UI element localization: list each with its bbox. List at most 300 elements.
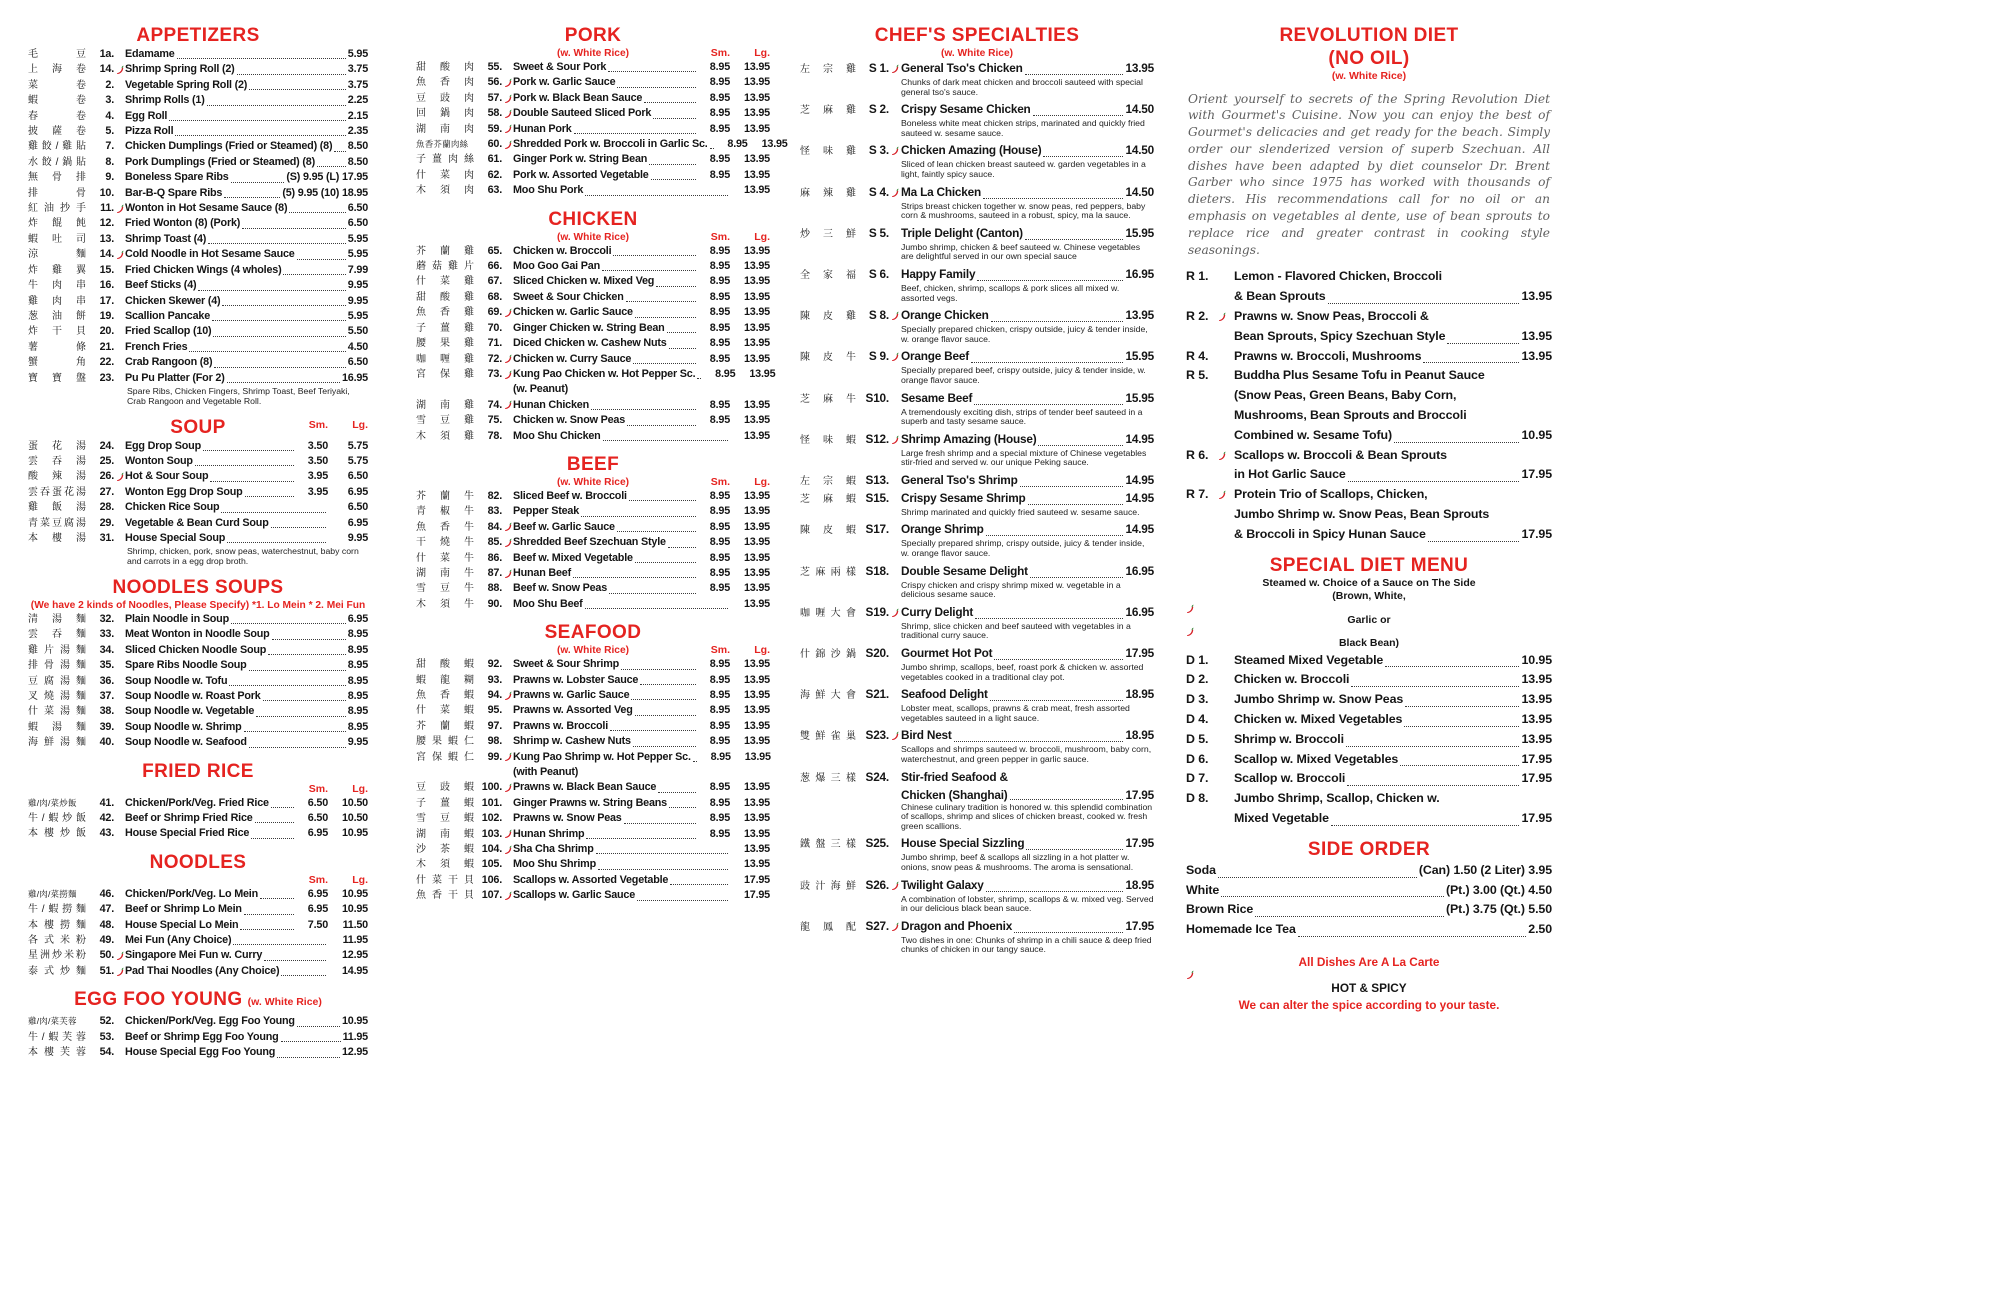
menu-item	[416, 91, 770, 106]
item-name: Moo Shu Shrimp	[513, 858, 596, 871]
item-name: General Tso's Shrimp	[901, 472, 1018, 487]
dotted-leader	[297, 259, 346, 260]
item-number: S23.	[865, 728, 889, 743]
chinese-name: 蝦 湯 麵	[28, 721, 86, 733]
section-subtitle-text: (Brown, White, Garlic or Black Bean)	[1186, 590, 1552, 649]
item-name: Shrimp w. Broccoli	[1234, 731, 1344, 746]
price-large: 13.95	[743, 735, 770, 748]
item-number: 87.	[487, 566, 502, 579]
dotted-leader	[975, 618, 1123, 619]
menu-item	[416, 581, 770, 596]
chinese-name: 酸 辣 湯	[28, 471, 86, 483]
chinese-name: 星 洲 炒 米 粉	[28, 950, 86, 962]
price-large: 6.50	[347, 501, 368, 514]
item-name: Prawns w. Garlic Sauce	[513, 689, 630, 701]
item-number: 70.	[487, 321, 502, 334]
menu-item-line	[1186, 525, 1552, 545]
item-number: S27.	[865, 918, 889, 933]
menu-item	[28, 516, 368, 531]
item-name: Wonton Soup	[125, 454, 193, 467]
item-description: Lobster meat, scallops, prawns & crab meat, fresh assorted vegetables sauteed in a light sauce.	[901, 703, 1130, 723]
item-name: Scallop w. Broccoli	[1234, 771, 1346, 786]
item-description: Sliced of lean chicken breast sauteed w. garden vegetables in a light, faintly spicy sauce.	[901, 159, 1146, 179]
menu-item	[28, 170, 368, 185]
item-number: 106.	[481, 873, 502, 886]
section-seafood	[416, 621, 770, 904]
item-number: 95.	[487, 704, 502, 717]
price-large: 10.50	[341, 812, 368, 825]
price-large: 13.95	[743, 489, 770, 502]
price-large: 13.95	[743, 827, 770, 840]
item-name: Ginger Chicken w. String Bean	[513, 321, 665, 334]
price: 10.95	[341, 1015, 368, 1028]
price: 13.95	[1521, 328, 1552, 343]
item-note-text: (with Peanut)	[513, 766, 579, 779]
dotted-leader	[277, 1057, 340, 1058]
menu-item	[28, 796, 368, 811]
price-small: 8.95	[709, 275, 730, 288]
price-small: 6.50	[307, 812, 328, 825]
item-number: D 4.	[1186, 712, 1209, 727]
price: 8.95	[347, 720, 368, 733]
dotted-leader	[596, 853, 728, 854]
dotted-leader	[1221, 896, 1444, 897]
menu-item	[800, 563, 1154, 581]
price-large: 13.95	[743, 520, 770, 533]
dotted-leader	[669, 348, 696, 349]
chinese-name: 雞 肉 串	[28, 295, 86, 307]
item-name: Bird Nest	[901, 728, 952, 743]
item-number: 60.	[487, 138, 502, 151]
dotted-leader	[585, 195, 728, 196]
menu-item	[800, 918, 1154, 936]
price-large: 13.95	[743, 843, 770, 856]
item-number: 92.	[487, 658, 502, 671]
section-egg-foo-young	[28, 988, 368, 1060]
menu-item	[1186, 690, 1552, 710]
spicy-slot	[889, 922, 901, 932]
dotted-leader	[1423, 362, 1519, 363]
chinese-name: 腰 果 雞	[416, 338, 474, 350]
menu-item	[28, 964, 368, 979]
item-name: Chicken Dumplings (Fried or Steamed) (8)	[125, 140, 333, 153]
price-small: 6.95	[307, 827, 328, 840]
price: 5.50	[347, 325, 368, 338]
menu-item	[28, 704, 368, 719]
menu-item	[28, 658, 368, 673]
section-title	[416, 621, 770, 644]
dotted-leader	[974, 404, 1123, 405]
item-name: Pork Dumplings (Fried or Steamed) (8)	[125, 155, 315, 168]
dotted-leader	[1347, 785, 1519, 786]
item-name: Bar-B-Q Spare Ribs	[125, 186, 223, 199]
menu-item-line	[1186, 465, 1552, 485]
item-name: Fried Wonton (8) (Pork)	[125, 217, 241, 230]
price: 9.95	[347, 294, 368, 307]
item-name: Soup Noodle w. Tofu	[125, 674, 228, 687]
dotted-leader	[651, 179, 696, 180]
item-number: D 8.	[1186, 791, 1209, 806]
chinese-name: 魚 香 芥 蘭 肉 絲	[416, 139, 469, 150]
item-number: 24.	[99, 439, 114, 452]
item-number: 50.	[99, 949, 114, 962]
price: 14.50	[1125, 143, 1154, 158]
footer-note: We can alter the spice according to your taste.	[1238, 997, 1500, 1012]
price: 5.95	[347, 309, 368, 322]
menu-item	[28, 643, 368, 658]
item-number: S12.	[865, 431, 889, 446]
dotted-leader	[627, 425, 696, 426]
chinese-name: 雙 鮮 雀 巢	[800, 731, 856, 743]
item-name: Prawns w. Lobster Sauce	[513, 673, 639, 686]
price: 16.95	[1125, 563, 1154, 578]
item-number: 52.	[99, 1015, 114, 1028]
menu-item	[416, 520, 770, 535]
spicy-slot	[502, 308, 513, 318]
dotted-leader	[249, 89, 346, 90]
section-pork	[416, 24, 788, 199]
item-name: Ginger Prawns w. String Beans	[513, 796, 667, 809]
dotted-leader	[263, 700, 346, 701]
menu-item	[800, 431, 1154, 449]
item-number: 22.	[99, 356, 114, 369]
menu-item	[416, 321, 770, 336]
item-name: Edamame	[125, 48, 175, 60]
price-small: 6.95	[307, 887, 328, 900]
dotted-leader	[591, 409, 696, 410]
chinese-name: 子 薑 雞	[416, 322, 474, 334]
section-subtitle	[416, 476, 770, 489]
menu-item	[416, 750, 770, 765]
chinese-name: 本 樓 炒 飯	[28, 828, 86, 840]
chinese-name: 芝 麻 雞	[800, 105, 856, 117]
dotted-leader	[1033, 115, 1124, 116]
dotted-leader	[658, 792, 696, 793]
chinese-name: 各 式 米 粉	[28, 935, 86, 947]
menu-item	[416, 429, 770, 444]
chinese-name: 葱 爆 三 樣	[800, 772, 856, 784]
menu-item-line	[1186, 287, 1552, 307]
item-name: Jumbo Shrimp w. Snow Peas, Bean Sprouts	[1234, 507, 1490, 522]
price: (Pt.) 3.00 (Qt.) 4.50	[1445, 882, 1552, 897]
price-large: 13.95	[743, 244, 770, 257]
chili-icon	[504, 829, 512, 839]
item-description: Specially prepared beef, crispy outside, juicy & tender inside, w. orange flavor sauce.	[901, 365, 1146, 385]
dotted-leader	[271, 527, 326, 528]
chinese-name: 海 鮮 湯 麵	[28, 737, 86, 749]
chinese-name: 春 卷	[28, 110, 86, 122]
price-small: 8.95	[709, 704, 730, 717]
price-large: 13.95	[743, 536, 770, 549]
menu-item	[28, 948, 368, 963]
menu-item	[1186, 347, 1552, 367]
price: 5.95	[347, 48, 368, 60]
item-name: Shrimp Amazing (House)	[901, 431, 1037, 446]
chili-icon	[1218, 490, 1226, 500]
price-large: 13.95	[743, 306, 770, 319]
menu-item	[28, 324, 368, 339]
item-name: House Special Egg Foo Young	[125, 1046, 276, 1059]
section-title	[416, 453, 770, 476]
price-small: 8.95	[715, 367, 736, 380]
chinese-name: 什 錦 沙 鍋	[800, 649, 856, 661]
spicy-slot	[889, 881, 901, 891]
menu-item	[800, 266, 1154, 284]
dotted-leader	[227, 382, 340, 383]
price-small: 8.95	[709, 337, 730, 350]
item-number: 12.	[99, 217, 114, 230]
chili-icon	[504, 891, 512, 901]
price-large: 10.95	[341, 887, 368, 900]
menu-item	[28, 216, 368, 231]
menu-item	[416, 274, 770, 289]
item-number: S19.	[865, 604, 889, 619]
section-title-text: EGG FOO YOUNG	[74, 989, 243, 1011]
chinese-name: 蝦 卷	[28, 95, 86, 107]
spicy-slot	[502, 691, 513, 701]
item-number: 90.	[487, 597, 502, 610]
price-small: 8.95	[709, 153, 730, 166]
item-note	[416, 382, 770, 397]
dotted-leader	[255, 822, 294, 823]
item-number: 8.	[105, 155, 114, 168]
menu-item	[1186, 920, 1552, 940]
menu-item	[1186, 730, 1552, 750]
price-large: 13.95	[743, 658, 770, 671]
spicy-slot	[114, 250, 125, 260]
item-number: 78.	[487, 429, 502, 442]
chinese-name: 咖 喱 大 會	[800, 607, 856, 619]
dotted-leader	[609, 593, 696, 594]
item-name: Combined w. Sesame Tofu)	[1234, 427, 1393, 442]
menu-item	[28, 1014, 368, 1029]
spicy-slot	[502, 400, 513, 410]
section-title-text: PORK	[564, 25, 622, 46]
price-small: 8.95	[709, 352, 730, 365]
item-name: Chicken (Shanghai)	[901, 787, 1008, 802]
item-name: Prawns w. Assorted Veg	[513, 704, 633, 717]
menu-item	[28, 439, 368, 454]
chili-icon	[116, 65, 124, 75]
item-name: Sliced Chicken w. Mixed Veg	[513, 275, 655, 288]
item-name: Buddha Plus Sesame Tofu in Peanut Sauce	[1234, 368, 1485, 383]
chinese-name: 芥 蘭 蝦	[416, 720, 474, 732]
chinese-name: 清 湯 麵	[28, 613, 86, 625]
item-description: Spare Ribs, Chicken Fingers, Shrimp Toast, Beef Teriyaki, Crab Rangoon and Vegetable Roll.	[127, 385, 350, 406]
price-small: 8.95	[709, 827, 730, 840]
item-number: 71.	[487, 337, 502, 350]
dotted-leader	[667, 332, 696, 333]
small-size-label: Sm.	[710, 475, 730, 488]
item-number: S 8.	[868, 308, 889, 323]
dotted-leader	[602, 270, 696, 271]
price: 13.95	[1521, 692, 1552, 707]
spicy-slot	[502, 370, 513, 380]
section-subtitle	[416, 47, 770, 60]
dotted-leader	[656, 286, 696, 287]
item-name: Shrimp w. Cashew Nuts	[513, 735, 631, 748]
chinese-name: 木 須 雞	[416, 430, 474, 442]
chinese-name: 葱 油 餅	[28, 310, 86, 322]
menu-item-line	[1186, 327, 1552, 347]
item-name: Kung Pao Shrimp w. Hot Pepper Sc.	[513, 750, 691, 763]
item-number: 40.	[99, 736, 114, 749]
price: 13.95	[1521, 348, 1552, 363]
dotted-leader	[598, 869, 728, 870]
menu-item	[800, 604, 1154, 622]
item-name: Singapore Mei Fun w. Curry	[125, 949, 263, 962]
chili-icon	[504, 94, 512, 104]
chinese-name: 蝦 吐 司	[28, 233, 86, 245]
diet-intro-paragraph: Orient yourself to secrets of the Spring Revolution Diet with Gourmet's Cuisine. Now you can enjoy the best of Gourmet's delicacies and get ready for the beach. Simply order our slenderized version of superb Szechuan. All dishes have been adapted by diet counselor Dr. Brent Garber who since 1975 has worked with thousands of dieters. His recommendations call for no oil or an emphasis on vegetables al dente, use of bean sprouts to replace rice and greater contrast in cooking style seasonings.	[1188, 91, 1550, 257]
dotted-leader	[971, 362, 1124, 363]
price-large: 13.95	[743, 597, 770, 610]
section-beef	[416, 453, 770, 612]
price-large: 13.95	[743, 290, 770, 303]
price: 16.95	[1125, 266, 1154, 281]
item-number: S18.	[865, 563, 889, 578]
menu-item	[28, 186, 368, 201]
price: 17.95	[1125, 646, 1154, 661]
dotted-leader	[693, 761, 697, 762]
price-large: 6.95	[347, 485, 368, 498]
spicy-slot	[889, 435, 901, 445]
item-name: Bean Sprouts, Spicy Szechuan Style	[1234, 328, 1446, 343]
item-name: Pepper Steak	[513, 505, 580, 518]
dotted-leader	[334, 151, 345, 152]
price: 9.95	[347, 736, 368, 749]
item-name: Jumbo Shrimp w. Snow Peas	[1234, 692, 1404, 707]
price-large: 13.95	[743, 812, 770, 825]
item-number: 94.	[487, 689, 502, 701]
item-name: Soup Noodle w. Vegetable	[125, 705, 255, 718]
item-number: 88.	[487, 582, 502, 595]
dotted-leader	[237, 74, 346, 75]
item-number: 105.	[481, 858, 502, 871]
dotted-leader	[586, 838, 696, 839]
item-number: 53.	[99, 1030, 114, 1043]
price-small: 8.95	[709, 582, 730, 595]
item-name: Hunan Beef	[513, 566, 571, 579]
item-description: Shrimp, slice chicken and beef sauteed with vegetables in a traditional curry sauce.	[901, 620, 1131, 641]
price-small: 8.95	[709, 673, 730, 686]
price-large: 13.95	[743, 122, 770, 135]
item-description: Two dishes in one: Chunks of shrimp in a chili sauce & deep fried chunks of chicken in our tangy sauce.	[901, 934, 1152, 955]
dotted-leader	[231, 182, 285, 183]
menu-item	[800, 348, 1154, 366]
item-name: Prawns w. Black Bean Sauce	[513, 781, 657, 794]
dotted-leader	[213, 336, 345, 337]
item-number: 46.	[99, 887, 114, 900]
dotted-leader	[297, 1026, 340, 1027]
spicy-slot	[114, 65, 125, 75]
item-name: Beef or Shrimp Egg Foo Young	[125, 1030, 279, 1043]
item-name: Shrimp Rolls (1)	[125, 94, 205, 107]
item-number: 16.	[99, 279, 114, 292]
item-number: 83.	[487, 505, 502, 518]
section-title	[28, 851, 368, 874]
item-name: Orange Shrimp	[901, 522, 984, 537]
item-name: Egg Roll	[125, 109, 168, 122]
item-name: Shrimp Spring Roll (2)	[125, 63, 235, 76]
item-name: Sliced Chicken Noodle Soup	[125, 643, 267, 656]
price-size-headers	[296, 783, 368, 796]
large-size-label: Lg.	[352, 782, 368, 795]
item-name: Scallops w. Assorted Vegetable	[513, 873, 669, 886]
menu-item	[1186, 900, 1552, 920]
item-name: Chicken/Pork/Veg. Lo Mein	[125, 887, 258, 900]
section-title-text: SPECIAL DIET MENU	[1269, 554, 1469, 576]
price: 6.50	[347, 202, 368, 215]
price: 10.95	[1521, 652, 1552, 667]
price-small: 3.50	[307, 439, 328, 452]
item-number: S24.	[865, 769, 889, 784]
chinese-name: 涼 麵	[28, 249, 86, 261]
price-small: 8.95	[709, 735, 730, 748]
menu-item	[800, 727, 1154, 745]
price: (Pt.) 3.75 (Qt.) 5.50	[1445, 902, 1552, 917]
menu-item	[1186, 789, 1552, 809]
menu-item-line	[1186, 426, 1552, 446]
chili-icon	[891, 352, 899, 362]
menu-item	[416, 597, 770, 612]
item-number: 63.	[487, 184, 502, 197]
price-small: 8.95	[709, 168, 730, 181]
dotted-leader	[281, 1041, 341, 1042]
menu-item	[1186, 750, 1552, 770]
chinese-name: 蟹 角	[28, 357, 86, 369]
chili-icon	[504, 354, 512, 364]
item-number: 38.	[99, 705, 114, 718]
dotted-leader	[281, 975, 326, 976]
section-appetizers	[28, 24, 368, 407]
item-description: Jumbo shrimp, beef & scallops all sizzling in a hot platter w. onions, snow peas & mushrooms. The aroma is sensational.	[901, 852, 1134, 872]
chili-icon	[116, 250, 124, 260]
item-name: Beef Sticks (4)	[125, 279, 197, 292]
dotted-leader	[1405, 706, 1519, 707]
chinese-name: 雞 片 湯 麵	[28, 644, 86, 656]
chinese-name: 陳 皮 牛	[800, 352, 856, 364]
section-subtitle-text	[197, 875, 200, 886]
item-name: Kung Pao Chicken w. Hot Pepper Sc.	[513, 367, 696, 380]
menu-item	[28, 109, 368, 124]
price-large: 13.95	[743, 505, 770, 518]
dotted-leader	[608, 71, 696, 72]
item-name: White	[1186, 882, 1220, 897]
price: 13.95	[1521, 731, 1552, 746]
chinese-name: 雲 吞 蛋 花 湯	[28, 486, 86, 498]
dotted-leader	[635, 317, 696, 318]
dotted-leader	[1394, 442, 1519, 443]
menu-item	[416, 244, 770, 259]
dotted-leader	[649, 164, 696, 165]
price-small: 8.95	[709, 61, 730, 73]
section-soup	[28, 416, 368, 567]
item-name: Crab Rangoon (8)	[125, 356, 213, 369]
menu-item	[1186, 861, 1552, 881]
dotted-leader	[231, 623, 346, 624]
menu-column-1	[28, 24, 368, 1070]
price-small: 8.95	[709, 536, 730, 549]
chinese-name: 湖 南 肉	[416, 123, 474, 135]
dotted-leader	[626, 301, 696, 302]
item-name: (Snow Peas, Green Beans, Baby Corn,	[1234, 388, 1457, 403]
item-description: Shrimp, chicken, pork, snow peas, waterchestnut, baby corn and carrots in a egg drop broth.	[127, 546, 359, 567]
chinese-name: 雞 / 肉 / 菜 炒 飯	[28, 797, 77, 808]
section-subtitle	[416, 644, 770, 657]
section-title-text: SOUP	[170, 416, 226, 438]
item-number: 67.	[487, 275, 502, 288]
